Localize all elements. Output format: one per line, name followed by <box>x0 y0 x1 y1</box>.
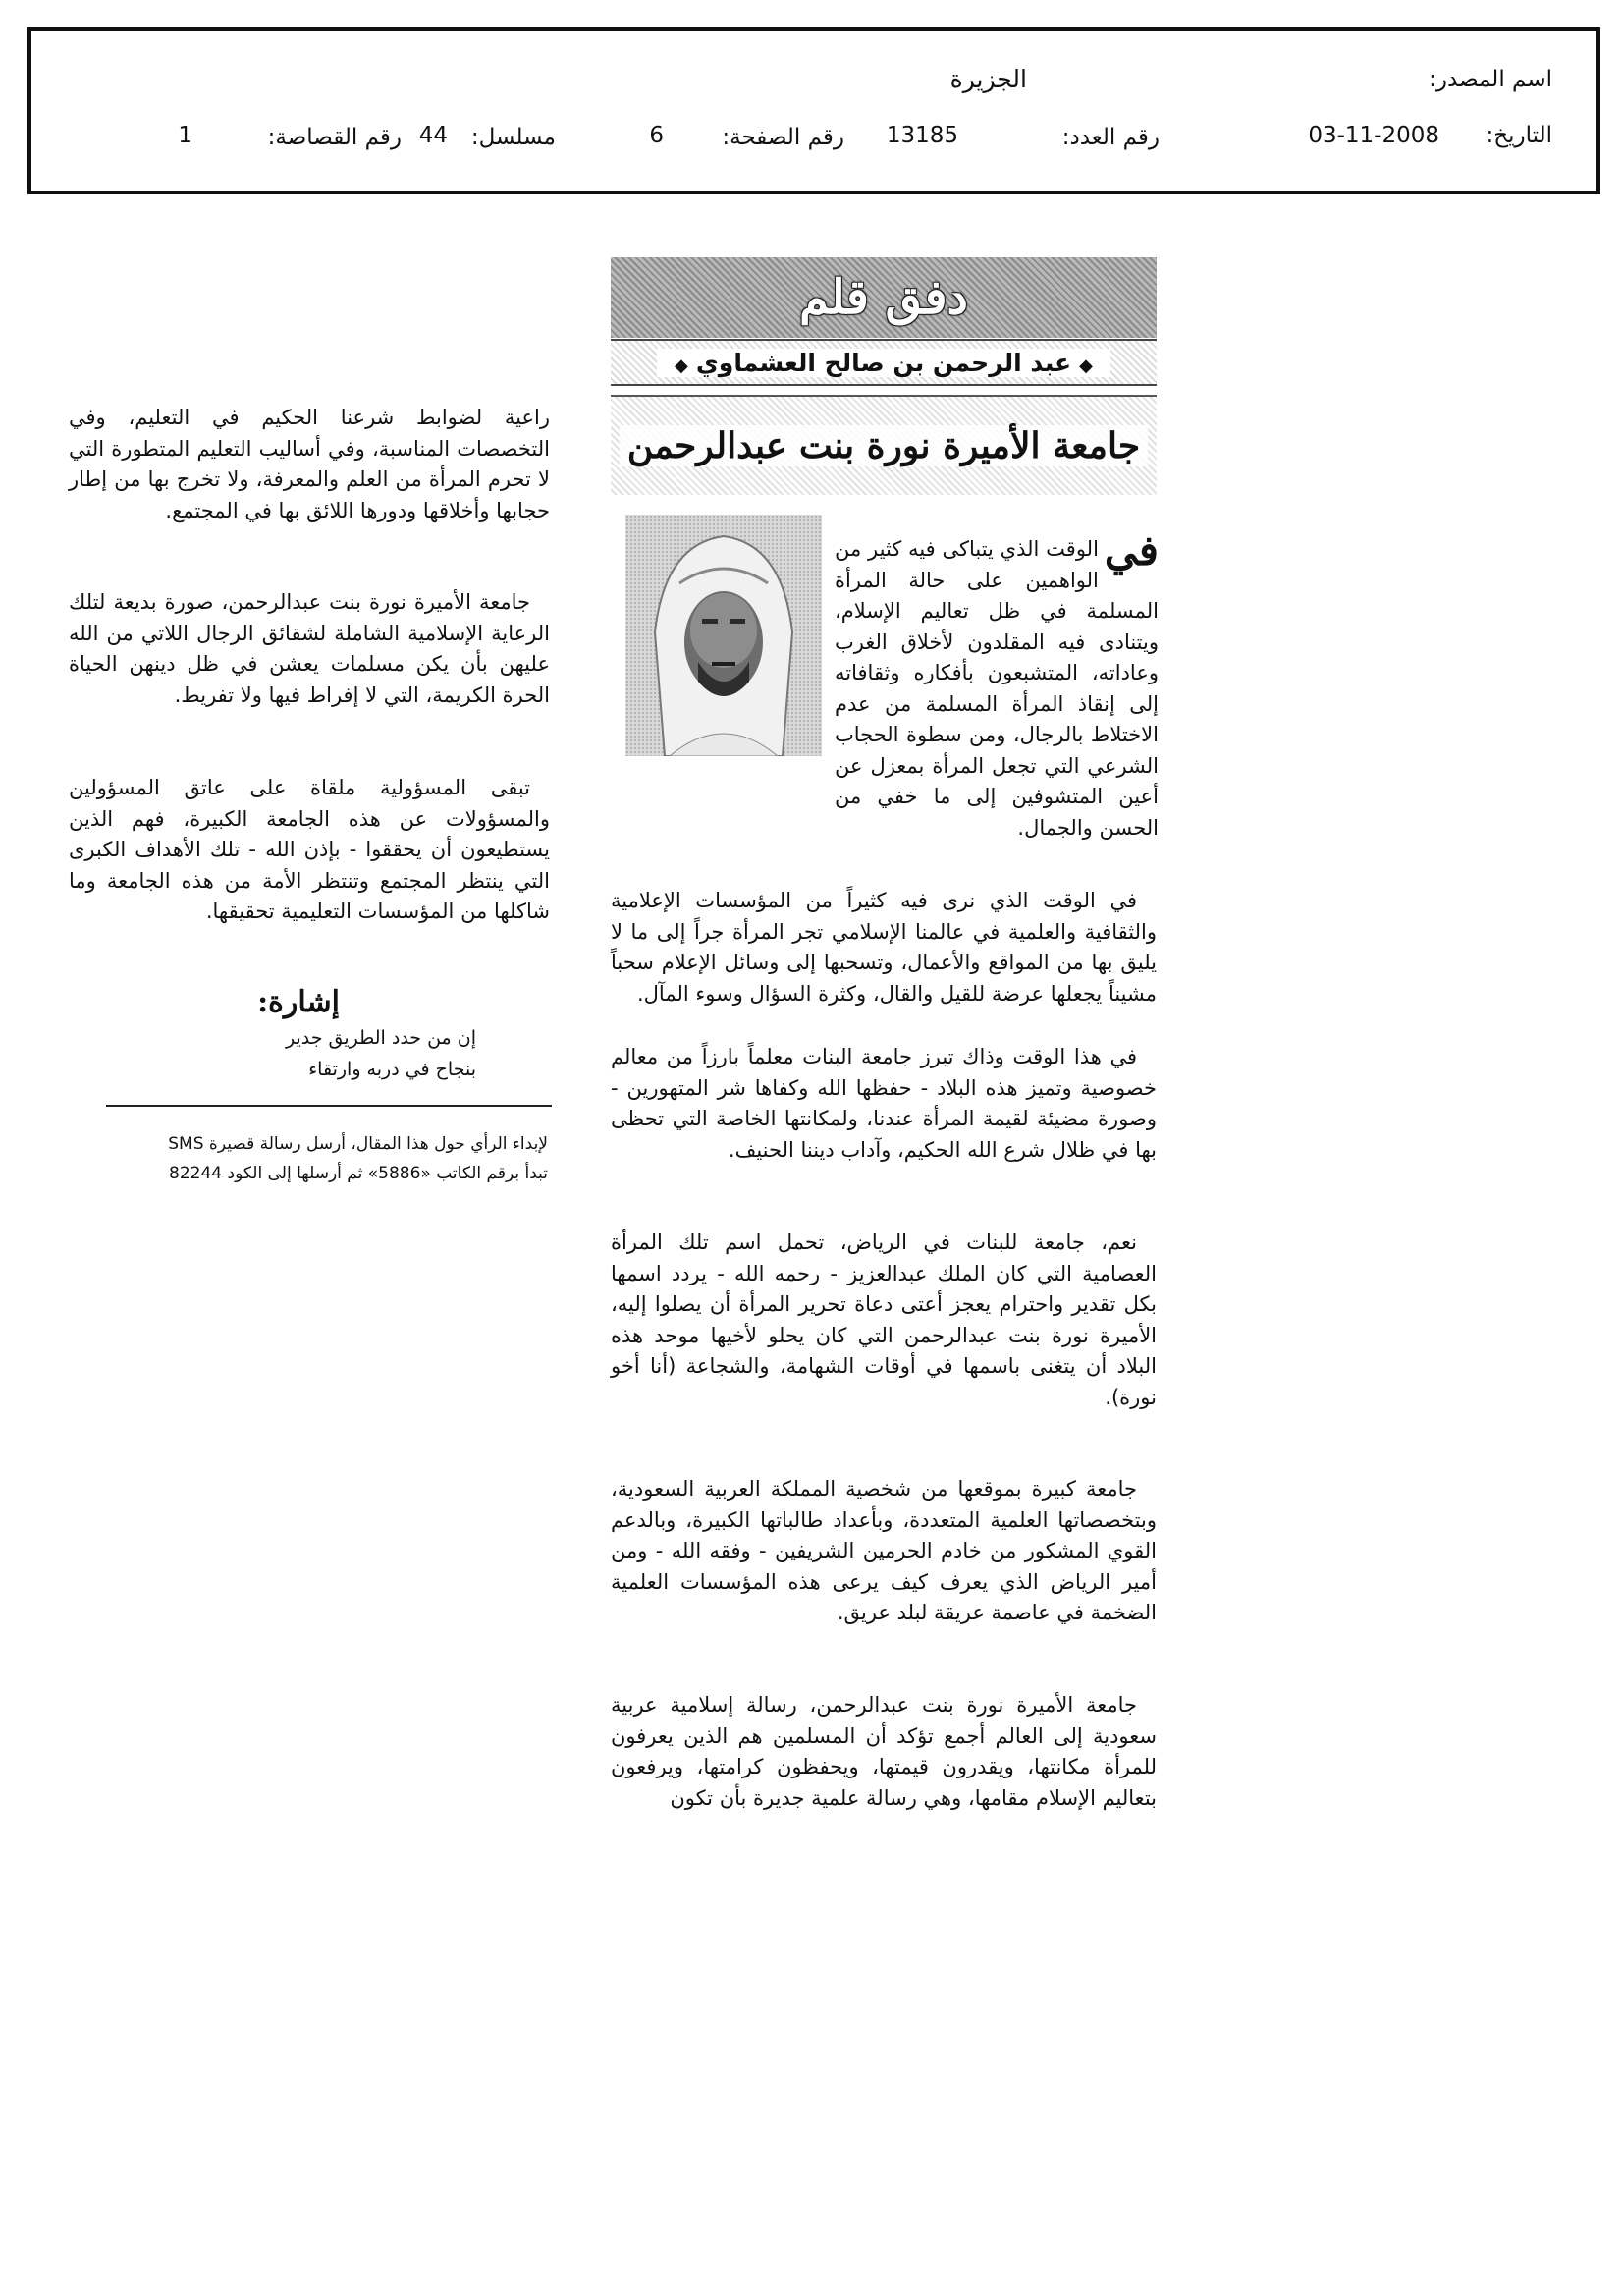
sms-note <box>106 1129 548 1188</box>
author-photo <box>625 515 822 756</box>
issue-label: رقم العدد: <box>1061 125 1160 150</box>
divider-line <box>106 1105 552 1107</box>
signoff-verse-2: بنجاح في دربه وارتقاء <box>308 1059 476 1080</box>
page-label: رقم الصفحة: <box>722 125 844 150</box>
date-value: 03-11-2008 <box>1308 123 1439 148</box>
date-label: التاريخ: <box>1486 123 1552 148</box>
clipping-metadata-box <box>27 27 1600 194</box>
source-value: الجزيرة <box>949 65 1027 93</box>
article-paragraph-4: نعم، جامعة للبنات في الرياض، تحمل اسم تلك المرأة العصامية التي كان الملك عبدالعزيز - رحمه الله - يردد اسمها بكل تقدير واحترام يعجز أعتى دعاة تحرير المرأة أن يصلوا إليه، الأميرة نورة بنت عبدالرحمن التي كان يحلو لأخيها موحد هذه البلاد أن يتغنى باسمها في أوقات الشهامة، والشجاعة (أنا أخو نورة). <box>611 1230 1157 1409</box>
source-label: اسم المصدر: <box>1429 67 1552 92</box>
sms-note-line-1: لإبداء الرأي حول هذا المقال، أرسل رسالة قصيرة SMS <box>168 1134 548 1154</box>
drop-cap: في <box>1104 526 1159 574</box>
article-paragraph-9: تبقى المسؤولية ملقاة على عاتق المسؤولين والمسؤولات عن هذه الجامعة الكبيرة، فهم الذين يستطيعون أن يحققوا - بإذن الله - تلك الأهداف الكبرى التي ينتظر المجتمع وتنتظر الأمة من هذه الجامعة وما شاكلها من المؤسسات التعليمية تحقيقها. <box>69 776 550 923</box>
article-paragraph-7: راعية لضوابط شرعنا الحكيم في التعليم، وفي التخصصات المناسبة، وفي أساليب التعليم المتطورة التي لا تحرم المرأة من العلم والمعرفة، ولا تخرج بها من إطار حجابها وأخلاقها ودورها اللائق بها في المجتمع. <box>69 406 550 522</box>
column-name-banner <box>611 257 1157 338</box>
page-value: 6 <box>649 123 664 148</box>
serial-label: مسلسل: <box>470 125 556 150</box>
diamond-icon: ◆ <box>675 355 688 376</box>
article-paragraph-1 <box>835 526 1159 844</box>
column-name: دفق قلم <box>799 270 968 325</box>
sms-note-line-2: تبدأ برقم الكاتب «5886» ثم أرسلها إلى الكود 82244 <box>169 1164 548 1183</box>
signoff-title: إشارة: <box>257 985 340 1019</box>
headline-band <box>611 395 1157 495</box>
issue-value: 13185 <box>886 123 958 148</box>
article-paragraph-5: جامعة كبيرة بموقعها من شخصية المملكة العربية السعودية، وبتخصصاتها العلمية المتعددة، وبأعداد طالباتها الكبيرة، وبالدعم القوي المشكور من خادم الحرمين الشريفين - وفقه الله - ومن أمير الرياض الذي يعرف كيف يرعى هذه المؤسسات العلمية الضخمة في عاصمة عريقة لبلد عريق. <box>611 1477 1157 1624</box>
article-paragraph-3: في هذا الوقت وذاك تبرز جامعة البنات معلماً بارزاً من معالم خصوصية وتميز هذه البلاد - حفظها الله وكفاها شر المتهورين - وصورة مضيئة لقيمة المرأة عندنا، ولمكانتها الخاصة التي تحظى بها في ظلال شرع الله الحكيم، وآداب ديننا الحنيف. <box>611 1045 1157 1162</box>
article-paragraph-8: جامعة الأميرة نورة بنت عبدالرحمن، صورة بديعة لتلك الرعاية الإسلامية الشاملة لشقائق الرجال اللاتي من الله عليهن بأن يكن مسلمات يعشن في ظل دينهن الحياة الحرة الكريمة، التي لا إفراط فيها ولا تفريط. <box>69 590 550 707</box>
article-paragraph-2: في الوقت الذي نرى فيه كثيراً من المؤسسات الإعلامية والثقافية والعلمية في عالمنا الإسلامي تجر المرأة جراً إلى ما لا يليق بها من المواقع والأعمال، وتسحبها إلى وسائل الإعلام سحباً مشيناً يجعلها عرضة للقيل والقال، وكثرة السؤال وسوء المآل. <box>611 889 1157 1006</box>
author-name <box>657 349 1110 377</box>
clip-value: 1 <box>178 123 192 148</box>
article-headline: جامعة الأميرة نورة بنت عبدالرحمن <box>620 425 1148 466</box>
byline-bar <box>611 339 1157 386</box>
author-text: عبد الرحمن بن صالح العشماوي <box>695 348 1072 377</box>
paragraph-1-text: الوقت الذي يتباكى فيه كثير من الواهمين على حالة المرأة المسلمة في ظل تعاليم الإسلام، ويتنادى فيه المقلدون لأخلاق الغرب وعاداته، المتشبعون بأفكاره وثقافاته إلى إنقاذ المرأة المسلمة من عدم الاختلاط بالرجال، ومن سطوة الحجاب الشرعي التي تجعل المرأة بمعزل عن أعين المتشوفين إلى ما خفي من الحسن والجمال. <box>835 537 1159 840</box>
clip-label: رقم القصاصة: <box>267 125 402 150</box>
article-paragraph-6: جامعة الأميرة نورة بنت عبدالرحمن، رسالة إسلامية عربية سعودية إلى العالم أجمع تؤكد أن المسلمين هم الذين يعرفون للمرأة مكانتها، ويقدرون قيمتها، ويحفظون كرامتها، ويرفعون بتعاليم الإسلام مقامها، وهي رسالة علمية جديرة بأن تكون <box>611 1693 1157 1810</box>
signoff-verse-1: إن من حدد الطريق جدير <box>286 1027 476 1049</box>
serial-value: 44 <box>418 123 448 148</box>
diamond-icon: ◆ <box>1079 355 1093 376</box>
